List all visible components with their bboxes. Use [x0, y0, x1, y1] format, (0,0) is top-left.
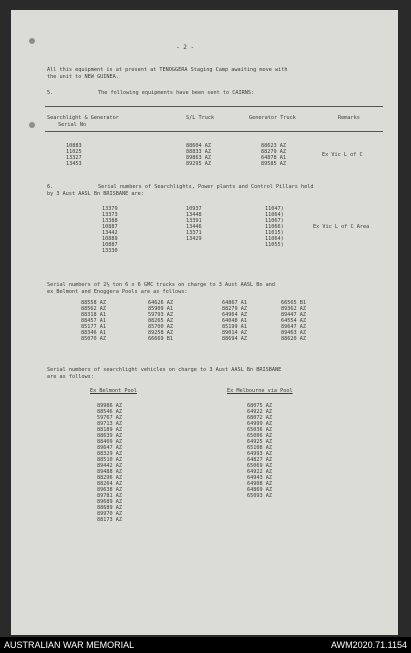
serial-item: 68075 AZ: [247, 403, 272, 409]
serial-item: 59767 AZ: [97, 415, 122, 421]
serial-item: 89689 AZ: [97, 499, 122, 505]
table1-col-serial: [66, 143, 82, 167]
serial-item: 64943 AZ: [247, 475, 272, 481]
serial-item: 11055): [265, 242, 284, 248]
section-text: by 3 Aust AASL Bn BRISBANE are:: [47, 191, 144, 197]
punch-hole: [29, 38, 35, 44]
serial-item: 89647 AZ: [281, 324, 306, 330]
serial-item: 88558 AZ: [81, 300, 106, 306]
serial-item: 65036 AZ: [247, 427, 272, 433]
document-page: [11, 10, 398, 635]
serial-item: 89447 AZ: [281, 312, 306, 318]
serial-item: 89986 AZ: [97, 403, 122, 409]
melbourne-header: Ex Melbourne via Pool: [227, 388, 293, 394]
serial-item: 88694 AZ: [222, 336, 247, 342]
table-header-serial: Serial No: [58, 122, 87, 128]
section-text: Serial numbers of Searchlights, Power plants and Control Pillars held: [98, 184, 314, 190]
table-cell: 89585 AZ: [261, 161, 286, 167]
serial-item: 13373: [102, 212, 118, 218]
serial-item: 88318 A1: [81, 312, 106, 318]
table-cell: 88604 AZ: [186, 143, 211, 149]
trucks-col-2: [148, 300, 173, 342]
serial-item: 64554 AZ: [281, 318, 306, 324]
serial-item: 89781 AZ: [97, 493, 122, 499]
serial-item: 11015): [265, 230, 284, 236]
serial-item: 64993 AZ: [247, 451, 272, 457]
serial-item: 66669 B1: [148, 336, 173, 342]
table-cell: 64878 A1: [261, 155, 286, 161]
serial-item: 64827 AZ: [247, 457, 272, 463]
table2-col-3: [265, 206, 284, 248]
serial-item: 89488 AZ: [97, 469, 122, 475]
serial-item: 88409 AZ: [97, 439, 122, 445]
serial-item: 13388: [102, 218, 118, 224]
page-number: - 2 -: [176, 44, 195, 51]
table2-col-2: [186, 206, 202, 242]
serial-item: 89647 AZ: [97, 445, 122, 451]
table1-col-generator: [261, 143, 286, 167]
serial-item: 13371: [186, 230, 202, 236]
serial-item: 11064): [265, 212, 284, 218]
section-text: are as follows:: [47, 374, 94, 380]
serial-item: 88296 AZ: [97, 475, 122, 481]
serial-item: 13379: [102, 206, 118, 212]
serial-item: 88329 AZ: [97, 451, 122, 457]
serial-item: 88546 AZ: [97, 409, 122, 415]
serial-item: 13448: [186, 212, 202, 218]
table-cell: 13327: [66, 155, 82, 161]
section-text: ex Belmont and Enoggera Pools are as follows:: [47, 289, 188, 295]
table-rule-top: [45, 106, 383, 107]
serial-item: 59793 AZ: [148, 312, 173, 318]
table-cell: 89295 AZ: [186, 161, 211, 167]
footer-accession-id: AWM2020.71.1154: [330, 640, 407, 650]
table1-remark: Ex Vic L of C: [322, 152, 363, 158]
serial-item: 89362 AZ: [281, 306, 306, 312]
section-text: Serial numbers of searchlight vehicles on charge to 3 Aust AASL Bn BRISBANE: [47, 367, 282, 373]
table-cell: 88833 AZ: [186, 149, 211, 155]
serial-item: 88639 AZ: [97, 433, 122, 439]
serial-item: 88189 AZ: [97, 427, 122, 433]
serial-item: 65093 AZ: [247, 493, 272, 499]
serial-item: 88620 AZ: [281, 336, 306, 342]
serial-item: 68072 AZ: [247, 415, 272, 421]
serial-item: 64922 AZ: [247, 469, 272, 475]
table-cell: 88279 AZ: [261, 149, 286, 155]
serial-item: 65108 AZ: [247, 445, 272, 451]
serial-item: 66565 B1: [281, 300, 306, 306]
section-text: The following equipments have been sent to CAIRNS:: [98, 90, 255, 96]
serial-item: 11047): [265, 206, 284, 212]
serial-item: 85070 AZ: [81, 336, 106, 342]
table-header-searchlight: Searchlight & Generator: [47, 115, 119, 121]
belmont-header: Ex Belmont Pool: [90, 388, 137, 394]
table-cell: 88623 AZ: [261, 143, 286, 149]
serial-item: 88265 AZ: [148, 318, 173, 324]
intro-line: the unit to NEW GUINEA.: [47, 74, 119, 80]
serial-item: 88264 AZ: [97, 481, 122, 487]
serial-item: 89463 AZ: [281, 330, 306, 336]
melbourne-list: [247, 403, 272, 499]
serial-item: 85199 A1: [222, 324, 247, 330]
serial-item: 64048 A1: [222, 318, 247, 324]
serial-item: 88689 AZ: [97, 505, 122, 511]
serial-item: 10887: [102, 224, 118, 230]
serial-item: 64964 AZ: [222, 312, 247, 318]
serial-item: 10937: [186, 206, 202, 212]
serial-item: 13429: [186, 236, 202, 242]
serial-item: 89638 AZ: [97, 487, 122, 493]
table-cell: 10883: [66, 143, 82, 149]
trucks-col-1: [81, 300, 106, 342]
serial-item: 64626 AZ: [148, 300, 173, 306]
table-rule-bottom: [45, 131, 383, 132]
serial-item: 11064): [265, 236, 284, 242]
serial-item: 11067): [265, 218, 284, 224]
serial-item: 13442: [102, 230, 118, 236]
serial-item: 89014 AZ: [222, 330, 247, 336]
serial-item: 88562 AZ: [81, 306, 106, 312]
table-cell: 89863 AZ: [186, 155, 211, 161]
serial-item: 88457 A1: [81, 318, 106, 324]
serial-item: 89970 AZ: [97, 511, 122, 517]
trucks-col-4: [281, 300, 306, 342]
serial-item: 89442 AZ: [97, 463, 122, 469]
serial-item: 88279 AZ: [222, 306, 247, 312]
serial-item: 64867 A1: [222, 300, 247, 306]
table2-col-1: [102, 206, 118, 254]
table-header-remarks: Remarks: [338, 115, 360, 121]
trucks-col-3: [222, 300, 247, 342]
serial-item: 85700 AZ: [148, 324, 173, 330]
serial-item: 64999 AZ: [247, 421, 272, 427]
footer-bar: [0, 637, 411, 653]
intro-line: All this equipment is at present at TENOGGERA Staging Camp awaiting move with: [47, 67, 288, 73]
section-number: 5.: [47, 90, 54, 96]
table-cell: 13453: [66, 161, 82, 167]
serial-item: 64869 AZ: [247, 487, 272, 493]
serial-item: 64908 AZ: [247, 481, 272, 487]
serial-item: 13446: [186, 224, 202, 230]
serial-item: 85177 A1: [81, 324, 106, 330]
table1-col-truck: [186, 143, 211, 167]
serial-item: 10887: [102, 242, 118, 248]
serial-item: 13391: [186, 218, 202, 224]
serial-item: 89258 AZ: [148, 330, 173, 336]
serial-item: 10889: [102, 236, 118, 242]
footer-credit: AUSTRALIAN WAR MEMORIAL: [4, 640, 135, 650]
section-text: Serial numbers of 2½ ton 6 x 6 GMC trucks on charge to 3 Aust AASL Bn and: [47, 282, 275, 288]
table-header-generator: Generator Truck: [249, 115, 296, 121]
serial-item: 88346 A1: [81, 330, 106, 336]
section-number: 6.: [47, 184, 54, 190]
serial-item: 13330: [102, 248, 118, 254]
serial-item: 88173 AZ: [97, 517, 122, 523]
table-cell: 11025: [66, 149, 82, 155]
serial-item: 64925 AZ: [247, 439, 272, 445]
serial-item: 89713 AZ: [97, 421, 122, 427]
serial-item: 65069 AZ: [247, 463, 272, 469]
serial-item: 65006 AZ: [247, 433, 272, 439]
table-header-truck: S/L Truck: [186, 115, 215, 121]
serial-item: 85909 A1: [148, 306, 173, 312]
serial-item: 88510 AZ: [97, 457, 122, 463]
serial-item: 11066): [265, 224, 284, 230]
serial-item: 64922 AZ: [247, 409, 272, 415]
table2-remark: Ex Vic L of C Area: [313, 224, 370, 230]
punch-hole: [29, 122, 35, 128]
belmont-list: [97, 403, 122, 523]
